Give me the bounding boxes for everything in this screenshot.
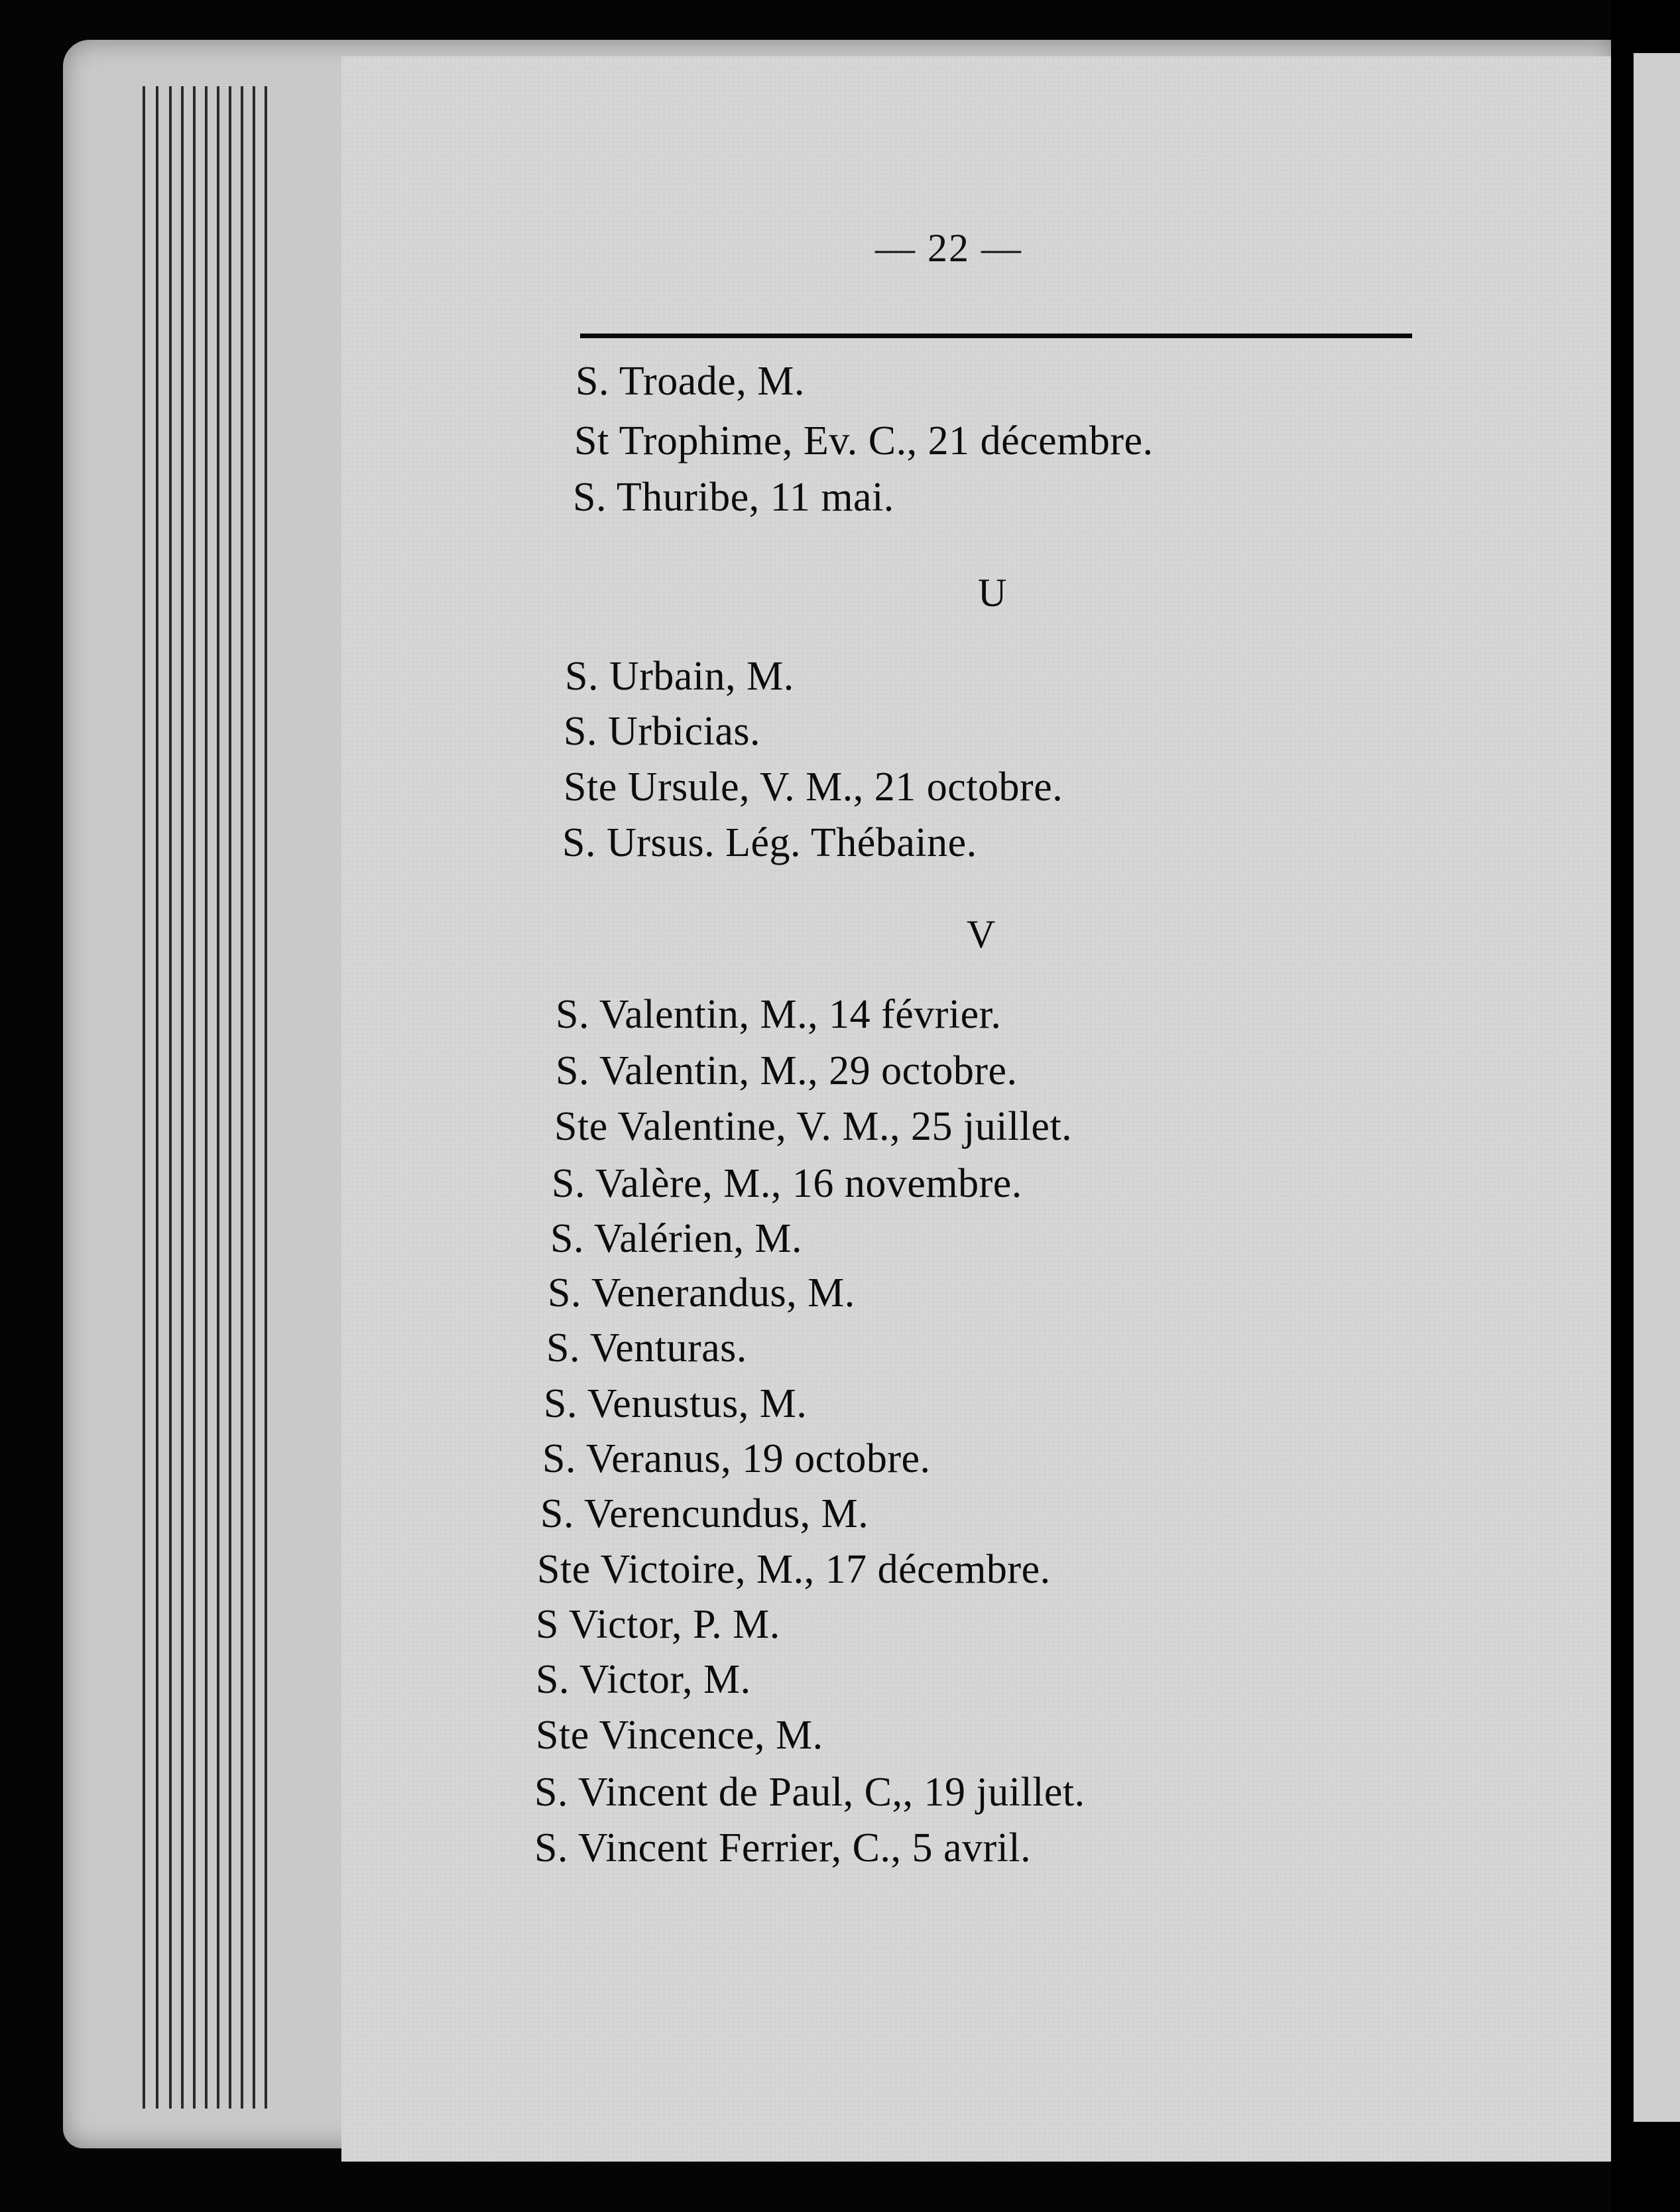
saint-entry: S. Ursus. Lég. Thébaine. <box>562 820 977 865</box>
saint-entry: S. Thuribe, 11 mai. <box>573 475 894 520</box>
saint-entry: S. Venturas. <box>546 1325 747 1371</box>
saint-entry: Ste Vincence, M. <box>536 1713 823 1758</box>
saint-entry: S Victor, P. M. <box>536 1602 780 1647</box>
saint-entry: S. Urbain, M. <box>565 654 794 699</box>
saint-entry: S. Valentin, M., 29 octobre. <box>556 1048 1018 1093</box>
saint-entry: S. Verencundus, M. <box>540 1491 869 1536</box>
page-edge <box>156 86 158 2109</box>
saint-entry: S. Veranus, 19 octobre. <box>542 1436 931 1481</box>
saint-entry: S. Troade, M. <box>575 359 805 404</box>
saint-entry: S. Valère, M., 16 novembre. <box>552 1161 1022 1206</box>
saint-entry: S. Valentin, M., 14 février. <box>556 992 1002 1037</box>
page-edge <box>265 86 267 2109</box>
saint-entry: S. Urbicias. <box>564 709 761 754</box>
saint-entry: S. Victor, M. <box>536 1657 751 1702</box>
saint-entry: Ste Valentine, V. M., 25 juillet. <box>554 1104 1073 1149</box>
saint-entry: S. Venustus, M. <box>544 1381 808 1426</box>
saint-entry: St Trophime, Ev. C., 21 décembre. <box>574 418 1154 463</box>
header-rule <box>580 334 1412 338</box>
page-edge <box>169 86 172 2109</box>
page-edge <box>217 86 219 2109</box>
saint-entry: S. Vincent de Paul, C,, 19 juillet. <box>534 1770 1085 1815</box>
saint-entry: S. Valérien, M. <box>550 1216 803 1261</box>
page-edge <box>241 86 243 2109</box>
saint-entry: S. Vincent Ferrier, C., 5 avril. <box>534 1825 1032 1871</box>
page-number: — 22 — <box>875 226 1022 270</box>
page-edge <box>253 86 255 2109</box>
saint-entry: Ste Victoire, M., 17 décembre. <box>537 1547 1051 1592</box>
page-edge <box>205 86 208 2109</box>
section-letter: U <box>978 571 1007 615</box>
saint-entry: Ste Ursule, V. M., 21 octobre. <box>564 765 1063 810</box>
section-letter: V <box>967 912 996 956</box>
saint-entry: S. Venerandus, M. <box>548 1270 855 1316</box>
page-edge <box>229 86 231 2109</box>
page-edge <box>181 86 184 2109</box>
facing-page-edge <box>1624 53 1680 2122</box>
page-edge <box>143 86 145 2109</box>
page-edge <box>193 86 196 2109</box>
